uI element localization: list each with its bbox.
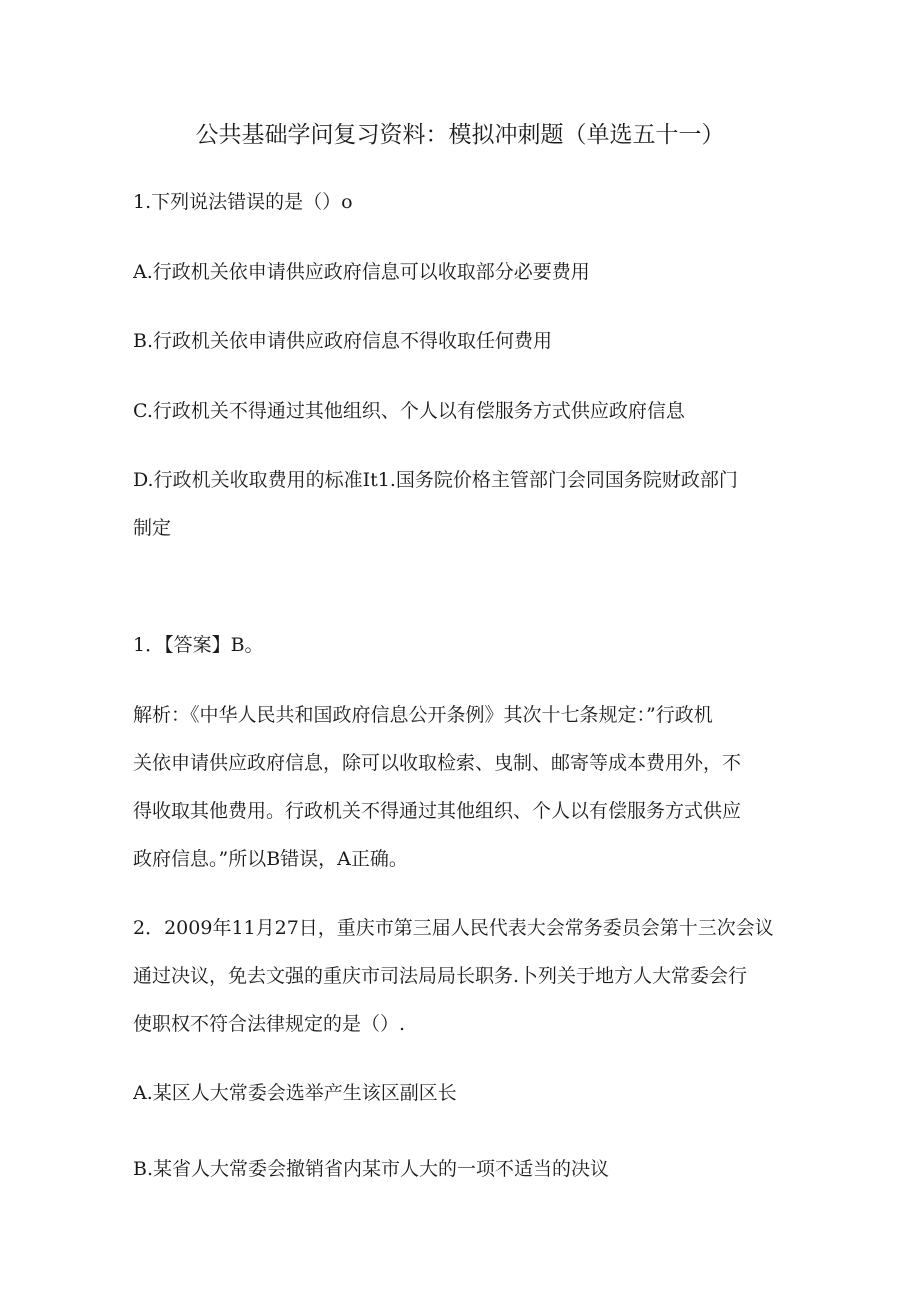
question-1-stem: 1.下列说法错误的是（）o — [133, 191, 353, 213]
answer-1: 1．【答案】B。 — [133, 634, 264, 656]
explanation-line-2: 关依申请供应政府信息，除可以收取检索、曳制、邮寄等成本费用外，不 — [133, 752, 742, 774]
explanation-line-1: 解析：《中华人民共和国政府信息公开条例》其次十七条规定：”行政机 — [133, 704, 713, 726]
question-2-stem-line-3: 使职权不符合法律规定的是（）. — [133, 1013, 406, 1035]
question-1-option-c: C.行政机关不得通过其他组织、个人以有偿服务方式供应政府信息 — [133, 400, 685, 422]
question-1-option-b: B.行政机关依申请供应政府信息不得收取任何费用 — [133, 330, 553, 352]
question-2-option-b: B.某省人大常委会撤销省内某市人大的一项不适当的决议 — [133, 1158, 610, 1180]
question-2-stem-line-1: 2．2009年11月27日，重庆市第三届人民代表大会常务委员会第十三次会议 — [133, 917, 774, 939]
question-1-option-d: D.行政机关收取费用的标准It1.国务院价格主管部门会同国务院财政部门 — [133, 469, 738, 491]
explanation-line-3: 得收取其他费用。行政机关不得通过其他组织、个人以有偿服务方式供应 — [133, 800, 742, 822]
question-1-option-d-continued: 制定 — [133, 517, 172, 539]
question-2-stem-line-2: 通过决议，免去文强的重庆市司法局局长职务.卜列关于地方人大常委会行 — [133, 965, 748, 987]
document-title: 公共基础学问复习资料：模拟冲刺题（单选五十一） — [195, 122, 725, 148]
question-2-option-a: A.某区人大常委会选举产生该区副区长 — [133, 1082, 457, 1104]
question-1-option-a: A.行政机关依申请供应政府信息可以收取部分必要费用 — [133, 261, 590, 283]
explanation-line-4: 政府信息。”所以B错误，A正确。 — [133, 848, 408, 870]
